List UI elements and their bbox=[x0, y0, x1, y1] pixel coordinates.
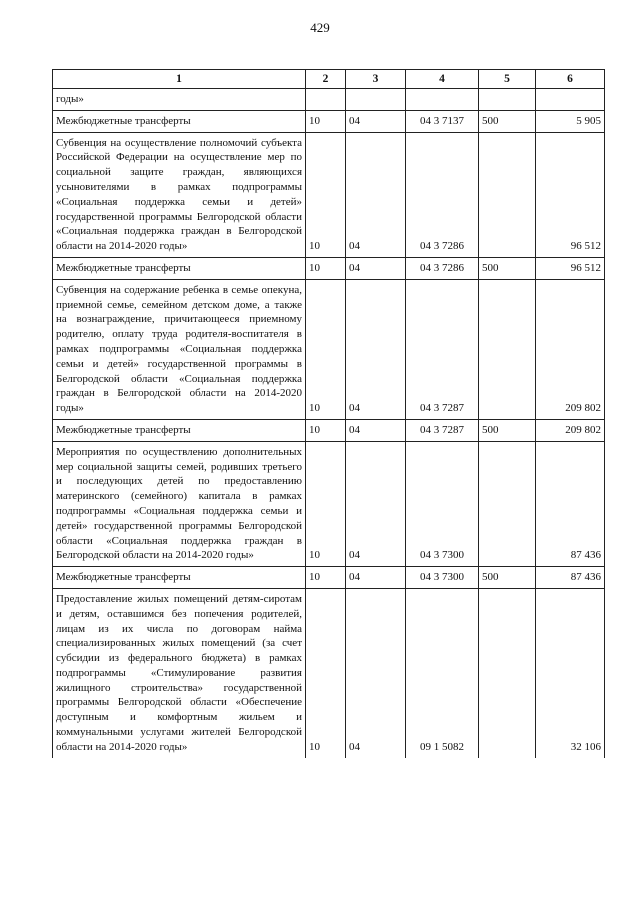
row-sum: 209 802 bbox=[536, 419, 605, 441]
row-sum: 209 802 bbox=[536, 279, 605, 419]
row-sum: 5 905 bbox=[536, 110, 605, 132]
row-type bbox=[479, 441, 536, 566]
row-subsection: 04 bbox=[346, 567, 406, 589]
row-section: 10 bbox=[306, 110, 346, 132]
header-col-type: 5 bbox=[479, 70, 536, 89]
table-row bbox=[53, 588, 605, 757]
row-type: 500 bbox=[479, 257, 536, 279]
row-type: 500 bbox=[479, 567, 536, 589]
table-row bbox=[53, 132, 605, 257]
row-subsection bbox=[346, 89, 406, 111]
table-row bbox=[53, 567, 605, 589]
header-col-article: 4 bbox=[406, 70, 479, 89]
row-name: Межбюджетные трансферты bbox=[53, 419, 306, 441]
row-article: 04 3 7286 bbox=[406, 132, 479, 257]
header-row bbox=[53, 70, 605, 89]
row-sum bbox=[536, 89, 605, 111]
row-subsection: 04 bbox=[346, 132, 406, 257]
row-article: 04 3 7287 bbox=[406, 419, 479, 441]
row-name: Межбюджетные трансферты bbox=[53, 257, 306, 279]
row-section: 10 bbox=[306, 132, 346, 257]
row-section: 10 bbox=[306, 257, 346, 279]
row-name: Субвенция на осуществление полномочий субъекта Российской Федерации на осуществление мер по социальной защите граждан, являющихся усыновителями в рамках подпрограммы «Социальная поддержка семьи и детей» государственной программы Белгородской области «Социальная поддержка граждан в Белгородской области на 2014-2020 годы» bbox=[53, 132, 306, 257]
row-name: Мероприятия по осуществлению дополнительных мер социальной защиты семей, родивших третьего и последующих детей по предоставлению материнского (семейного) капитала в рамках подпрограммы «Социальная поддержка семьи и детей» государственной программы Белгородской области «Социальная поддержка граждан в Белгородской области на 2014-2020 годы» bbox=[53, 441, 306, 566]
table-row bbox=[53, 257, 605, 279]
row-sum: 96 512 bbox=[536, 132, 605, 257]
header-col-name: 1 bbox=[53, 70, 306, 89]
row-subsection: 04 bbox=[346, 257, 406, 279]
row-type bbox=[479, 89, 536, 111]
row-name: Межбюджетные трансферты bbox=[53, 110, 306, 132]
row-name: Субвенция на содержание ребенка в семье опекуна, приемной семье, семейном детском доме, а также на вознаграждение, причитающееся приемному родителю, оплату труда родителя-воспитателя в рамках подпрограммы «Социальная поддержка семьи и детей» государственной программы в Белгородской области «Социальная поддержка граждан в Белгородской области на 2014-2020 годы» bbox=[53, 279, 306, 419]
budget-table bbox=[52, 69, 605, 758]
row-section: 10 bbox=[306, 567, 346, 589]
row-article: 04 3 7287 bbox=[406, 279, 479, 419]
row-sum: 87 436 bbox=[536, 441, 605, 566]
row-type: 500 bbox=[479, 110, 536, 132]
row-type bbox=[479, 132, 536, 257]
row-article: 04 3 7286 bbox=[406, 257, 479, 279]
row-name: Предоставление жилых помещений детям-сиротам и детям, оставшимся без попечения родителей, лицам из их числа по договорам найма специализированных жилых помещений (за счет субсидии из федерального бюджета) в рамках подпрограммы «Стимулирование развития жилищного строительства» государственной программы Белгородской области «Обеспечение доступным и комфортным жильем и коммунальными услугами жителей Белгородской области на 2014-2020 годы» bbox=[53, 588, 306, 757]
row-sum: 87 436 bbox=[536, 567, 605, 589]
row-name: годы» bbox=[53, 89, 306, 111]
row-article bbox=[406, 89, 479, 111]
row-section: 10 bbox=[306, 279, 346, 419]
row-subsection: 04 bbox=[346, 419, 406, 441]
row-subsection: 04 bbox=[346, 588, 406, 757]
table-row bbox=[53, 279, 605, 419]
row-name: Межбюджетные трансферты bbox=[53, 567, 306, 589]
row-article: 04 3 7300 bbox=[406, 567, 479, 589]
row-section: 10 bbox=[306, 588, 346, 757]
row-type bbox=[479, 279, 536, 419]
header-col-subsection: 3 bbox=[346, 70, 406, 89]
table-row bbox=[53, 441, 605, 566]
table-row bbox=[53, 89, 605, 111]
row-subsection: 04 bbox=[346, 110, 406, 132]
page-number: 429 bbox=[310, 20, 330, 35]
row-article: 09 1 5082 bbox=[406, 588, 479, 757]
row-type bbox=[479, 588, 536, 757]
row-type: 500 bbox=[479, 419, 536, 441]
row-article: 04 3 7300 bbox=[406, 441, 479, 566]
table-row bbox=[53, 419, 605, 441]
header-col-section: 2 bbox=[306, 70, 346, 89]
row-section bbox=[306, 89, 346, 111]
row-article: 04 3 7137 bbox=[406, 110, 479, 132]
row-sum: 96 512 bbox=[536, 257, 605, 279]
header-col-sum: 6 bbox=[536, 70, 605, 89]
row-section: 10 bbox=[306, 419, 346, 441]
row-section: 10 bbox=[306, 441, 346, 566]
row-subsection: 04 bbox=[346, 279, 406, 419]
table-row bbox=[53, 110, 605, 132]
row-subsection: 04 bbox=[346, 441, 406, 566]
row-sum: 32 106 bbox=[536, 588, 605, 757]
